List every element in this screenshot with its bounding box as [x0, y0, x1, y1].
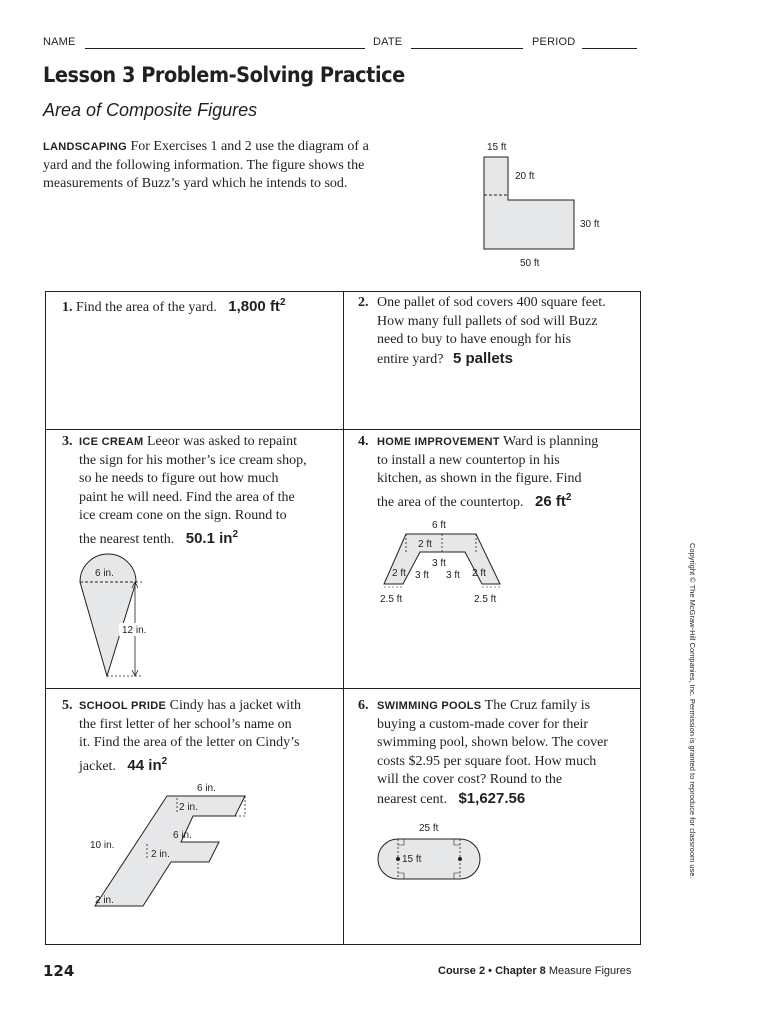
problem-1-text: Find the area of the yard.	[76, 300, 217, 315]
problem-3: 3. ICE CREAM Leeor was asked to repaint the sign for his mother’s ice cream shop, so he needs to figure out how much paint he will need. Find the area of the ice cream cone on the sign. Round to the nearest tenth. 50.1 $in^2$	[62, 434, 307, 547]
problem-6-category: SWIMMING POOLS	[377, 700, 482, 712]
f-top-bar-height-label: 2 in.	[179, 802, 198, 813]
grid-divider-vertical	[343, 291, 344, 945]
problem-2-number: 2.	[358, 295, 369, 310]
counter-right-slant-label: 2 ft	[472, 568, 486, 579]
problem-2-answer: 5 pallets	[452, 349, 513, 367]
problem-6: 6. SWIMMING POOLS The Cruz family is buying a custom-made cover for their swimming pool, shown below. The cover costs $2.95 per square foot. How much will the cover cost? Round to the nearest cent. $1,627.56	[358, 698, 608, 807]
period-label: PERIOD	[532, 36, 576, 48]
counter-inner-top-label: 2 ft	[418, 539, 432, 550]
f-mid-bar-width-label: 6 in.	[173, 830, 192, 841]
problem-2: 2. One pallet of sod covers 400 square feet. How many full pallets of sod will Buzz need to buy to have enough for his entire yard? 5 pallets	[358, 295, 606, 367]
problem-6-number: 6.	[358, 698, 369, 713]
counter-left-slant-label: 2 ft	[392, 568, 406, 579]
footer-bullet: •	[488, 965, 492, 977]
problem-5-answer: 44 $in^2$	[127, 755, 168, 774]
yard-lower-height: 30 ft	[580, 219, 600, 230]
grid-border-right	[640, 291, 641, 945]
counter-top-label: 6 ft	[432, 520, 446, 531]
footer-course: Course 2	[438, 965, 486, 977]
cone-height-label: 12 in.	[122, 625, 147, 636]
yard-top-width: 15 ft	[487, 142, 507, 153]
intro-text	[43, 138, 443, 194]
problem-4: 4. HOME IMPROVEMENT Ward is planning to install a new countertop in his kitchen, as shown in the figure. Find the area of the countertop. 26 $ft^2$	[358, 434, 599, 510]
grid-border-left	[45, 291, 46, 945]
intro-category: LANDSCAPING	[43, 141, 127, 153]
name-line	[85, 48, 365, 49]
yard-upper-height: 20 ft	[515, 171, 535, 182]
problem-3-answer: 50.1 $in^2$	[185, 528, 239, 547]
copyright-notice: Copyright © The McGraw-Hill Companies, Inc. Permission is granted to reproduce for classroom use.	[688, 543, 697, 879]
problem-1-answer: 1,800 $ft^2$	[228, 297, 286, 315]
footer-chapter: Chapter 8	[495, 965, 546, 977]
countertop-figure	[370, 514, 530, 606]
intro-line-2: yard and the following information. The figure shows the	[43, 157, 365, 173]
counter-right-base-label: 2.5 ft	[474, 594, 497, 605]
counter-right-inner-label: 3 ft	[446, 570, 460, 581]
problem-5-category: SCHOOL PRIDE	[79, 700, 167, 712]
date-label: DATE	[373, 36, 403, 48]
ice-cream-cone-figure	[75, 552, 165, 682]
intro-line-3: measurements of Buzz’s yard which he intends to sod.	[43, 176, 348, 191]
cone-diameter-label: 6 in.	[95, 568, 114, 579]
problem-6-answer: $1,627.56	[458, 789, 526, 807]
page-number: 124	[43, 962, 75, 980]
footer-chapter-title: Measure Figures	[548, 965, 632, 977]
yard-bottom-width: 50 ft	[520, 258, 540, 269]
page-subtitle: Area of Composite Figures	[43, 100, 258, 120]
problem-3-category: ICE CREAM	[79, 436, 144, 448]
counter-left-inner-label: 3 ft	[415, 570, 429, 581]
yard-figure	[470, 135, 610, 275]
grid-divider-row-2	[45, 688, 641, 689]
f-stem-width-label: 2 in.	[95, 895, 114, 906]
problem-3-number: 3.	[62, 434, 73, 449]
date-line	[411, 48, 523, 49]
pool-width-label: 15 ft	[402, 854, 422, 865]
problem-1-number: 1.	[62, 300, 73, 315]
pool-length-label: 25 ft	[419, 823, 439, 834]
letter-f-figure	[85, 778, 265, 918]
period-line	[582, 48, 637, 49]
page-title: Lesson 3 Problem-Solving Practice	[43, 63, 405, 87]
grid-divider-row-1	[45, 429, 641, 430]
problem-4-answer: 26 $ft^2$	[535, 491, 572, 510]
swimming-pool-figure	[372, 816, 487, 886]
counter-inner-height-label: 3 ft	[432, 558, 446, 569]
problem-5-number: 5.	[62, 698, 73, 713]
f-stem-height-label: 10 in.	[90, 840, 115, 851]
name-label: NAME	[43, 36, 76, 48]
intro-line-1: For Exercises 1 and 2 use the diagram of a	[130, 139, 369, 154]
problem-4-number: 4.	[358, 434, 369, 449]
problem-4-category: HOME IMPROVEMENT	[377, 436, 500, 448]
footer-course-info	[438, 965, 631, 977]
counter-left-base-label: 2.5 ft	[380, 594, 403, 605]
problem-1	[62, 294, 332, 318]
f-top-bar-width-label: 6 in.	[197, 783, 216, 794]
problem-5: 5. SCHOOL PRIDE Cindy has a jacket with the first letter of her school’s name on it. Find the area of the letter on Cindy’s jacket. 44 $in^2$	[62, 698, 302, 774]
f-mid-bar-height-label: 2 in.	[151, 849, 170, 860]
